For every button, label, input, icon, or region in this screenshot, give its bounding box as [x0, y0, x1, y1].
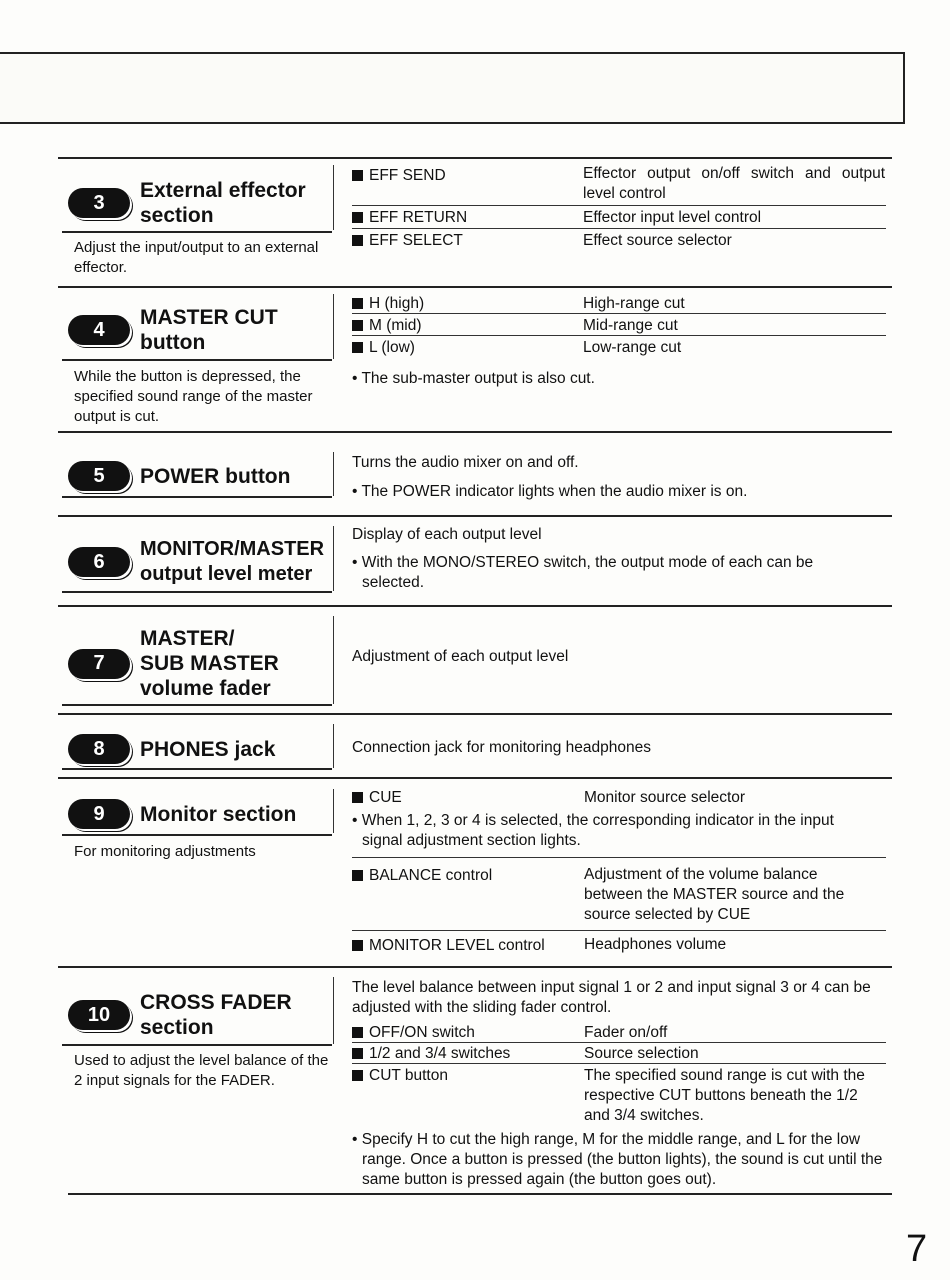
- section-divider: [58, 157, 892, 159]
- column-divider: [333, 616, 334, 704]
- row-divider: [352, 228, 886, 229]
- title-underline: [62, 591, 332, 593]
- item-name: BALANCE control: [352, 866, 492, 886]
- column-divider: [333, 724, 334, 768]
- section-number-badge: 9: [68, 799, 130, 829]
- section-divider: [58, 515, 892, 517]
- square-bullet-icon: [352, 1070, 363, 1081]
- square-bullet-icon: [352, 1027, 363, 1038]
- square-bullet-icon: [352, 212, 363, 223]
- item-name: M (mid): [352, 316, 422, 336]
- row-divider: [352, 857, 886, 858]
- square-bullet-icon: [352, 870, 363, 881]
- item-description: Source selection: [584, 1045, 699, 1062]
- note-text: • Specify H to cut the high range, M for the middle range, and L for the low range. Once a button is pressed (the button lights), the sound is cut until the same button is pressed again (the button goes out).: [352, 1131, 883, 1188]
- title-underline: [62, 1044, 332, 1046]
- square-bullet-icon: [352, 1048, 363, 1059]
- title-underline: [62, 496, 332, 498]
- title-underline: [62, 704, 332, 706]
- column-divider: [333, 526, 334, 591]
- title-underline: [62, 768, 332, 770]
- square-bullet-icon: [352, 235, 363, 246]
- title-underline: [62, 834, 332, 836]
- square-bullet-icon: [352, 298, 363, 309]
- section-title: External effector section: [140, 179, 306, 227]
- item-description: Effect source selector: [583, 232, 732, 249]
- square-bullet-icon: [352, 940, 363, 951]
- column-divider: [333, 977, 334, 1044]
- section-divider: [58, 605, 892, 607]
- row-divider: [352, 930, 886, 931]
- section-7-heading: [68, 626, 279, 701]
- square-bullet-icon: [352, 320, 363, 331]
- section-title: MONITOR/MASTER output level meter: [140, 538, 325, 585]
- item-name: L (low): [352, 338, 415, 358]
- item-description: Effector input level control: [583, 209, 762, 226]
- column-divider: [333, 294, 334, 359]
- section-3-heading: [68, 178, 306, 228]
- bottom-divider: [68, 1193, 892, 1195]
- item-description: Monitor source selector: [584, 789, 746, 806]
- title-underline: [62, 359, 332, 361]
- note-text: • When 1, 2, 3 or 4 is selected, the corresponding indicator in the input signal adjustment section lights.: [352, 812, 834, 849]
- description-text: Adjustment of each output level: [352, 648, 569, 665]
- section-title: Monitor section: [140, 802, 297, 826]
- item-name: H (high): [352, 294, 424, 314]
- square-bullet-icon: [352, 792, 363, 803]
- item-description: The specified sound range is cut with the respective CUT buttons beneath the 1/2 and 3/4 switches.: [584, 1067, 865, 1124]
- item-name: EFF SEND: [352, 166, 446, 186]
- section-divider: [58, 777, 892, 779]
- section-number-badge: 10: [68, 1000, 130, 1030]
- section-number-badge: 6: [68, 547, 130, 577]
- section-divider: [58, 286, 892, 288]
- section-8-heading: [68, 734, 275, 764]
- note-text: • With the MONO/STEREO switch, the output mode of each can be selected.: [352, 554, 814, 591]
- section-divider: [58, 713, 892, 715]
- description-text: Turns the audio mixer on and off.: [352, 454, 579, 471]
- item-description: Adjustment of the volume balance between the MASTER source and the source selected by CUE: [584, 866, 845, 923]
- item-description: Mid-range cut: [583, 317, 678, 334]
- section-number-badge: 7: [68, 649, 130, 679]
- section-title: MASTER CUT button: [140, 306, 278, 354]
- section-title: POWER button: [140, 464, 291, 488]
- item-name: CUE: [352, 788, 402, 808]
- section-divider: [58, 431, 892, 433]
- description-text: Connection jack for monitoring headphones: [352, 739, 651, 756]
- row-divider: [352, 1042, 886, 1043]
- item-name: EFF RETURN: [352, 208, 467, 228]
- section-9-heading: [68, 799, 296, 829]
- item-description: Effector output on/off switch and output level control: [583, 165, 885, 202]
- item-name: EFF SELECT: [352, 231, 463, 251]
- intro-text: The level balance between input signal 1 or 2 and input signal 3 or 4 can be adjusted with the sliding fader control.: [352, 979, 871, 1016]
- item-description: High-range cut: [583, 295, 685, 312]
- section-title: CROSS FADER section: [140, 991, 292, 1039]
- description-text: Display of each output level: [352, 526, 542, 543]
- square-bullet-icon: [352, 170, 363, 181]
- page-number: 7: [906, 1228, 928, 1270]
- column-divider: [333, 789, 334, 833]
- section-description: For monitoring adjustments: [74, 843, 256, 860]
- square-bullet-icon: [352, 342, 363, 353]
- section-divider: [58, 966, 892, 968]
- row-divider: [352, 335, 886, 336]
- section-number-badge: 8: [68, 734, 130, 764]
- row-divider: [352, 313, 886, 314]
- item-description: Headphones volume: [584, 936, 727, 953]
- section-number-badge: 5: [68, 461, 130, 491]
- item-description: Fader on/off: [584, 1024, 668, 1041]
- section-number-badge: 4: [68, 315, 130, 345]
- section-5-heading: [68, 461, 290, 491]
- section-description: Used to adjust the level balance of the 2 input signals for the FADER.: [74, 1052, 329, 1089]
- section-10-heading: [68, 990, 292, 1040]
- row-divider: [352, 1063, 886, 1064]
- section-description: While the button is depressed, the specified sound range of the master output is cut.: [74, 368, 313, 425]
- item-name: MONITOR LEVEL control: [352, 936, 545, 956]
- item-name: CUT button: [352, 1066, 448, 1086]
- section-title: MASTER/ SUB MASTER volume fader: [140, 627, 279, 700]
- item-name: 1/2 and 3/4 switches: [352, 1044, 510, 1064]
- item-description: Low-range cut: [583, 339, 682, 356]
- section-title: PHONES jack: [140, 737, 276, 761]
- header-box: [0, 52, 905, 124]
- section-4-heading: [68, 305, 278, 355]
- section-6-heading: [68, 537, 324, 587]
- column-divider: [333, 165, 334, 230]
- column-divider: [333, 452, 334, 496]
- item-name: OFF/ON switch: [352, 1023, 475, 1043]
- note-text: • The POWER indicator lights when the audio mixer is on.: [352, 483, 748, 500]
- note-text: • The sub-master output is also cut.: [352, 370, 595, 387]
- section-number-badge: 3: [68, 188, 130, 218]
- title-underline: [62, 231, 332, 233]
- row-divider: [352, 205, 886, 206]
- section-description: Adjust the input/output to an external effector.: [74, 239, 319, 276]
